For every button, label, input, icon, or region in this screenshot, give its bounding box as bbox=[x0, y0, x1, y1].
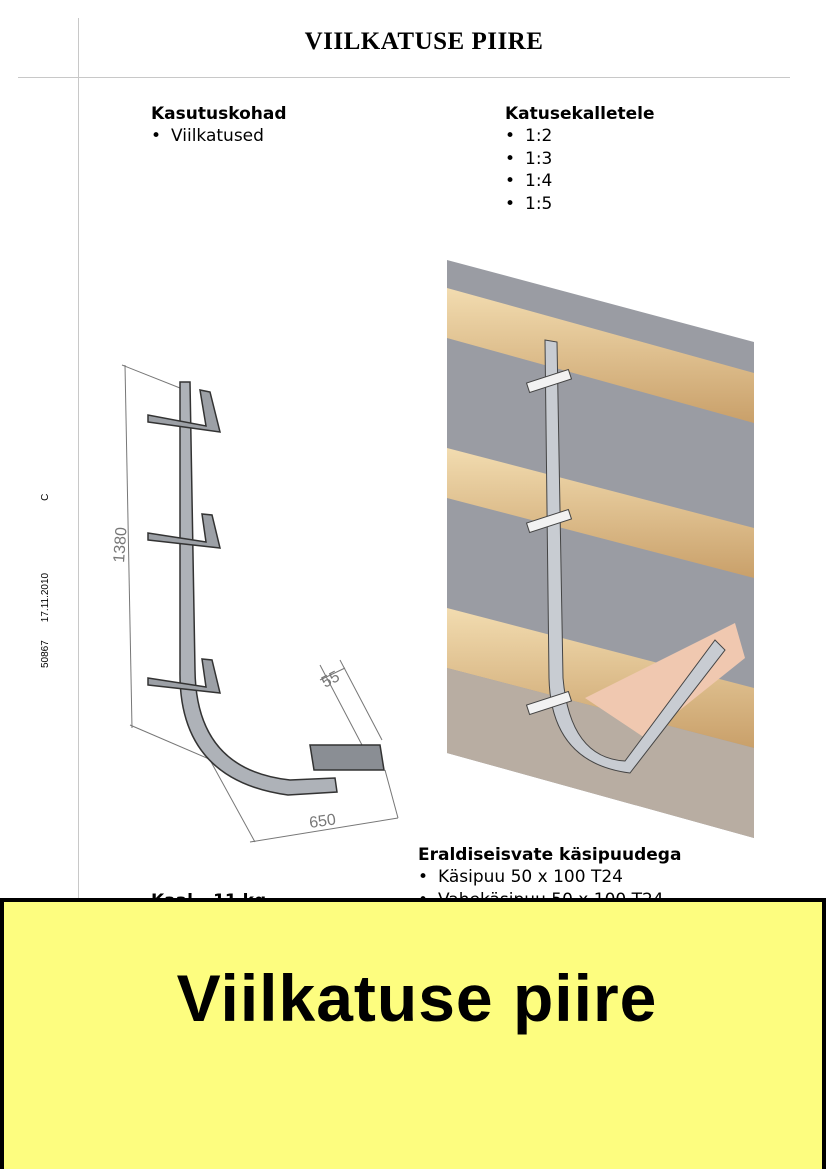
page-title: VIILKATUSE PIIRE bbox=[304, 28, 544, 55]
usage-item: • Viilkatused bbox=[151, 125, 287, 148]
slope-item: • 1:4 bbox=[505, 170, 655, 193]
document-number: 50867 bbox=[40, 640, 51, 668]
banner-title: Viilkatuse piire bbox=[176, 961, 658, 1035]
slope-item: • 1:2 bbox=[505, 125, 655, 148]
left-margin-line bbox=[78, 18, 79, 908]
slope-item: • 1:3 bbox=[505, 148, 655, 171]
slope-item: • 1:5 bbox=[505, 193, 655, 216]
usage-section bbox=[151, 103, 287, 148]
header-divider bbox=[18, 77, 790, 78]
slopes-section bbox=[505, 103, 655, 215]
usage-heading: Kasutuskohad bbox=[151, 104, 287, 124]
slopes-heading: Katusekalletele bbox=[505, 104, 655, 124]
title-banner bbox=[0, 898, 826, 1169]
installation-render bbox=[445, 258, 757, 840]
width-dimension: 650 bbox=[308, 811, 337, 832]
separate-heading: Eraldiseisvate käsipuudega bbox=[418, 845, 682, 865]
document-date: 17.11.2010 bbox=[40, 572, 51, 623]
depth-dimension: 55 bbox=[318, 668, 343, 692]
height-dimension: 1380 bbox=[111, 526, 131, 564]
document-code bbox=[40, 476, 51, 668]
railing-post bbox=[148, 382, 384, 795]
railing-item: • Käsipuu 50 x 100 T24 bbox=[418, 866, 681, 889]
document-revision: C bbox=[40, 493, 51, 501]
railing-drawing bbox=[100, 350, 400, 850]
